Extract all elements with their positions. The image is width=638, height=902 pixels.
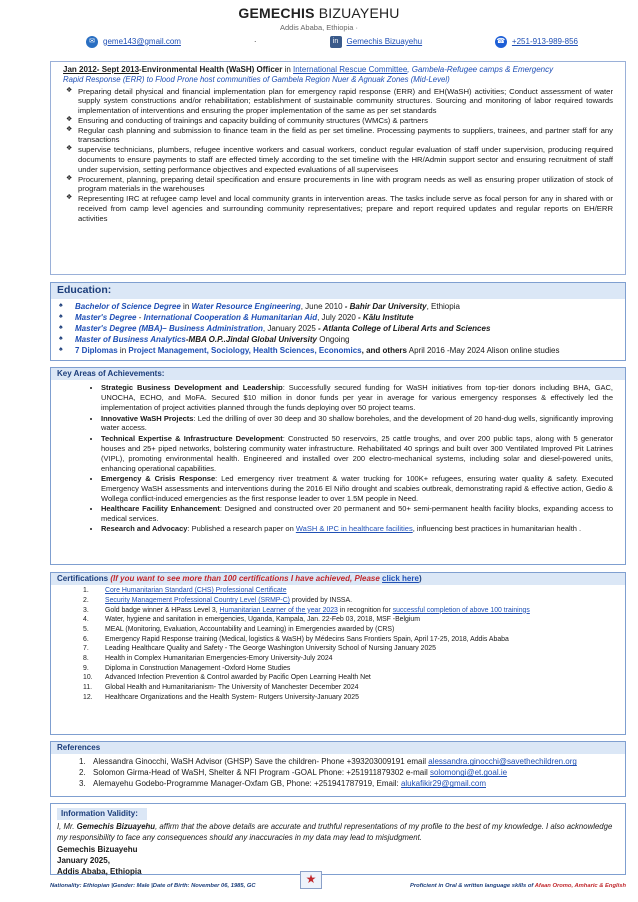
resume-header xyxy=(0,0,638,33)
certifications-title: Certifications xyxy=(57,574,109,583)
close-paren: ) xyxy=(418,574,422,583)
linkedin-link[interactable]: Gemechis Bizuayehu xyxy=(346,36,423,46)
experience-subtitle: Rapid Response (ERR) to Flood Prone host communities of Gambela Region Nuer & Agnuak Zones (Mid-Level) xyxy=(63,75,450,85)
certificate-text: provided by INSSA. xyxy=(289,597,353,605)
item-number: 11. xyxy=(83,683,93,691)
star-icon: ★ xyxy=(300,871,322,889)
education-list xyxy=(51,299,625,356)
page-footer xyxy=(50,881,626,893)
experience-title xyxy=(63,65,613,75)
certificate-text: Leading Healthcare Quality and Safety - The George Washington University School of Nursing January 2025 xyxy=(105,645,436,653)
reference-email-link[interactable]: alukafikir29@gmail.com xyxy=(400,779,486,789)
list-item: ❖ Procurement, planning, preparing detail specification and ensure procurements in line with program needs as well as ensuring proper utilization of stock of program materials in the warehouses xyxy=(78,175,613,195)
experience-date: Jan 2012- Sept 2013 xyxy=(63,65,140,74)
list-item xyxy=(101,474,613,504)
linkedin-icon: in xyxy=(330,36,342,48)
reference-email-link[interactable]: solomongi@et.goal.ie xyxy=(429,768,508,778)
item-number: 1. xyxy=(83,587,89,595)
languages-list: Afaan Oromo, Amharic & English xyxy=(534,883,626,890)
date: , June 2010 xyxy=(300,301,343,311)
certifications-heading xyxy=(51,573,625,585)
statement-pre: I, Mr. xyxy=(57,822,77,832)
achievement-text: : Successfully secured funding for WaSH initiatives from top-tier donors including BHA, GAC, UNOCHA, ECHO, and MoFA. Secured $10 million in donor funds per year in average for various emergency responses & effectively led the implementation of project activities planned through the funds deploying over 50 project teams. xyxy=(101,383,613,413)
experience-section xyxy=(50,61,626,275)
reference-text: Alemayehu Godebo-Programme Manager-Oxfam GB, Phone: +251941787919, Email: xyxy=(93,779,401,789)
certificate-link[interactable]: Core Humanitarian Standard (CHS) Professional Certificate xyxy=(105,587,287,595)
institution: - Bahir Dar University xyxy=(342,301,427,311)
item-number: 9. xyxy=(83,664,89,672)
education-heading: Education: xyxy=(51,283,625,299)
in-word: in xyxy=(282,65,293,74)
institution: - Atlanta College of Liberal Arts and Sciences xyxy=(315,323,491,333)
date: April 2016 -May 2024 Alison online studies xyxy=(406,345,560,355)
research-link[interactable]: WaSH & IPC in healthcare facilities xyxy=(295,524,413,534)
connector: - xyxy=(136,312,144,322)
list-item xyxy=(83,606,625,616)
item-number: 3. xyxy=(79,779,86,789)
list-item xyxy=(75,312,625,323)
degree: Master's Degree xyxy=(75,312,137,322)
footer-personal-info: Nationality: Ethiopian |Gender: Male |Date of Birth: November 06, 1985, GC xyxy=(50,883,256,890)
separator: · xyxy=(253,36,257,47)
others: , and others xyxy=(361,345,407,355)
achievement-title: Research and Advocacy xyxy=(101,524,188,534)
achievement-text: : Constructed 50 reservoirs, 25 cattle troughs, and over 200 public taps, along with 5 generator houses and 25+ piped networks, bolstering community water infrastructure. Rehabilitated 40 springs and built over 300 Ventilated Improved Pit Latrines (VIPL), promoting environmental health. Engineered and installed over 200 electro-mechanical systems, including solar and diesel-powered units, enhancing operational capabilities. xyxy=(101,433,613,473)
validity-section xyxy=(50,803,626,875)
references-list xyxy=(51,754,625,789)
list-item xyxy=(83,664,625,674)
list-item xyxy=(75,323,625,334)
list-item xyxy=(75,345,625,356)
institution: -MBA O.P..Jindal Global University xyxy=(185,334,317,344)
list-item xyxy=(83,673,625,683)
item-number: 1. xyxy=(79,757,86,767)
certificate-link[interactable]: Security Management Professional Country Level (SRMP-C) xyxy=(105,597,290,605)
list-item: ❖ Ensuring and conducting of trainings and capacity building of community structures (WMCs) & partners xyxy=(78,116,613,126)
list-item xyxy=(101,383,613,413)
certificate-text: Gold badge winner & HPass Level 3, xyxy=(105,606,220,614)
degree: Bachelor of Science Degree xyxy=(75,301,181,311)
signature-block xyxy=(51,843,625,877)
certifications-note: (If you want to see more than 100 certifications I have achieved, Please xyxy=(110,574,383,583)
list-item xyxy=(83,586,625,596)
linkedin-contact[interactable] xyxy=(330,36,423,48)
field: Project Management, Sociology, Health Sciences, Economics xyxy=(128,345,362,355)
statement-text: , affirm that the above details are accurate and truthful representations of my profile to the best of my knowledge. I also acknowledge my responsibility to face any consequences should any inaccuracies in my data may lead to misjudgment. xyxy=(57,822,613,842)
achievement-text: : Led the drilling of over 30 deep and 30 shallow boreholes, and the development of 20 hand-dug wells, significantly improving water access. xyxy=(101,413,613,433)
certificate-text: Emergency Rapid Response training (Medical, logistics & WaSH) by Médecins Sans Frontiers Spain, April 17-25, 2018, Addis Ababa xyxy=(105,635,509,643)
item-number: 2. xyxy=(83,597,89,605)
list-item xyxy=(83,654,625,664)
education-section xyxy=(50,282,626,361)
list-item xyxy=(75,301,625,312)
candidate-name xyxy=(0,4,638,22)
certificate-text: Diploma in Construction Management -Oxford Home Studies xyxy=(105,664,291,672)
item-number: 8. xyxy=(83,654,89,662)
statement-name: Gemechis Bizuayehu xyxy=(76,822,156,832)
institution: - Kālu Institute xyxy=(355,312,414,322)
certifications-list xyxy=(51,585,625,702)
languages-pre: Proficient in Oral & written language skills of xyxy=(409,883,535,890)
experience-bullets xyxy=(63,87,613,224)
connector: in xyxy=(180,301,192,311)
list-item xyxy=(83,683,625,693)
certifications-section xyxy=(50,572,626,735)
location: Addis Ababa, Ethiopia · xyxy=(280,23,358,33)
achievements-section xyxy=(50,367,626,565)
item-number: 6. xyxy=(83,635,89,643)
connector: in xyxy=(117,345,129,355)
certificate-text: MEAL (Monitoring, Evaluation, Accountability and Learning) in Emergencies awarded by (CRS) xyxy=(105,626,395,634)
list-item xyxy=(83,596,625,606)
footer-languages xyxy=(410,883,626,891)
list-item xyxy=(83,615,625,625)
certificate-link[interactable]: Humanitarian Learner of the year 2023 xyxy=(219,606,338,614)
phone-icon: ☎ xyxy=(495,36,507,48)
certificate-text: Global Health and Humanitarianism- The University of Manchester December 2024 xyxy=(105,683,359,691)
item-number: 2. xyxy=(79,768,86,778)
list-item xyxy=(83,625,625,635)
first-name: GEMECHIS xyxy=(238,5,315,21)
field: International Cooperation & Humanitarian Aid xyxy=(143,312,318,322)
click-here-link[interactable]: click here xyxy=(382,574,419,583)
certificate-text: in recognition for xyxy=(337,606,393,614)
reference-text: Alessandra Ginocchi, WaSH Advisor (GHSP) Save the children- Phone +393203009191 email xyxy=(93,757,429,767)
last-name: BIZUAYEHU xyxy=(318,5,400,21)
references-section xyxy=(50,741,626,797)
email-link[interactable]: geme143@gmail.com xyxy=(103,36,181,46)
certificate-text: Health in Complex Humanitarian Emergencies-Emory University-July 2024 xyxy=(105,654,333,662)
trainings-link[interactable]: successful completion of above 100 trainings xyxy=(392,606,530,614)
contact-row xyxy=(0,33,638,49)
achievement-title: Innovative WaSH Projects xyxy=(101,413,194,423)
references-heading: References xyxy=(51,742,625,754)
list-item xyxy=(101,524,613,534)
experience-location: , Gambela-Refugee camps & Emergency xyxy=(407,65,554,74)
signature-date: January 2025, xyxy=(57,856,110,866)
list-item xyxy=(83,693,625,703)
field: Water Resource Engineering xyxy=(191,301,301,311)
field: Business Administration xyxy=(168,323,263,333)
achievement-text: : Led emergency river treatment & water trucking for 100K+ refugees, ensuring water quality & safety. Executed Emergency WaSH assessments and interventions during the 2016 El Niño drought and scabies outbreak, demonstrating rapid & effective action, Gedio & Wollega conflict-induced emergencies as the first response leader to over 1.5M people in Need. xyxy=(101,473,613,503)
achievement-text: : Published a research paper on xyxy=(187,524,296,534)
list-item xyxy=(101,504,613,524)
date: , July 2020 xyxy=(317,312,356,322)
certificate-text: Water, hygiene and sanitation in emergencies, Uganda, Kampala, Jan. 22-Feb 03, 2018, MSF -Belgium xyxy=(105,616,420,624)
envelope-icon: ✉ xyxy=(86,36,98,48)
reference-text: Solomon Girma-Head of WaSH, Shelter & NFI Program -GOAL Phone: +251911879302 e-mail xyxy=(93,768,430,778)
item-number: 3. xyxy=(83,606,89,614)
list-item xyxy=(101,434,613,474)
list-item: ❖ Regular cash planning and submission to finance team in the field as per set timeline. Processing payments to suppliers, trainees, and partner staff for any transactions xyxy=(78,126,613,146)
certificate-text: Healthcare Organizations and the Health System- Rutgers University-January 2025 xyxy=(105,693,359,701)
achievement-title: Emergency & Crisis Response xyxy=(101,473,216,483)
item-number: 12. xyxy=(83,693,93,701)
list-item xyxy=(75,334,625,345)
achievements-list xyxy=(51,380,625,534)
degree: Master's Degree (MBA) xyxy=(75,323,163,333)
list-item xyxy=(79,756,625,767)
degree: Master of Business Analytics xyxy=(75,334,186,344)
item-number: 4. xyxy=(83,616,89,624)
achievements-heading: Key Areas of Achievements: xyxy=(51,368,625,380)
list-item xyxy=(101,414,613,434)
phone-contact[interactable] xyxy=(495,36,578,48)
connector: – xyxy=(162,323,169,333)
item-number: 7. xyxy=(83,645,89,653)
status: Ongoing xyxy=(317,334,350,344)
item-number: 5. xyxy=(83,626,89,634)
signature-place: Addis Ababa, Ethiopia xyxy=(57,867,142,877)
reference-email-link[interactable]: alessandra.ginocchi@savethechildren.org xyxy=(428,757,577,767)
achievement-tail: , influencing best practices in humanitarian health . xyxy=(412,524,582,534)
list-item: ❖ supervise technicians, plumbers, refugee incentive workers and casual workers, conduct regular evaluation of staff under supervision, producing required documents to ensure payments to staff are effected timely according to the set timeline with the HR/Admin support sector and ensuring recruitment of staff under supervision, setting performance objectives and expected evaluations of all supervisees xyxy=(78,145,613,174)
achievement-title: Healthcare Facility Enhancement xyxy=(101,504,220,514)
list-item xyxy=(83,635,625,645)
country: , Ethiopia xyxy=(426,301,460,311)
achievement-title: Strategic Business Development and Leadership xyxy=(101,383,283,393)
item-number: 10. xyxy=(83,674,93,682)
list-item xyxy=(83,644,625,654)
list-item: ❖ Representing IRC at refugee camp level and local community grants in intervention areas. The tasks include serve as focal person for any in shared with or received from camp level agencies and surrounding community representatives; prepare and report required updates and regular reports on EH/ERR activities xyxy=(78,194,613,223)
list-item: ❖ Preparing detail physical and financial implementation plan for emergency rapid response (ERR) and EH(WaSH) activities; Conduct assessment of water supply system constructions and/or rehabilitation; establishment of sustainable community structures. Sourcing and monitoring of labor required towards implementation of interventions and ensuring the proper implementation of the same as per set standards xyxy=(78,87,613,116)
date: , January 2025 xyxy=(262,323,316,333)
validity-heading: Information Validity: xyxy=(57,808,147,820)
signature-name: Gemechis Bizuayehu xyxy=(57,845,138,855)
achievement-title: Technical Expertise & Infrastructure Development xyxy=(101,433,283,443)
phone-link[interactable]: +251-913-989-856 xyxy=(511,36,578,46)
validity-statement xyxy=(51,820,625,843)
experience-org-link[interactable]: International Rescue Committee xyxy=(293,65,408,74)
list-item xyxy=(79,767,625,778)
email-contact[interactable] xyxy=(86,36,181,48)
degree: 7 Diplomas xyxy=(75,345,118,355)
achievement-text: : Designed and constructed over 20 permanent and 50+ semi-permanent health facility blocks, expanding access to medical services. xyxy=(101,504,613,523)
certificate-text: Advanced Infection Prevention & Control awarded by Pacific Open Learning Health Net xyxy=(105,674,371,682)
list-item xyxy=(79,778,625,789)
experience-role: -Environmental Health (WaSH) Officer xyxy=(139,65,283,74)
